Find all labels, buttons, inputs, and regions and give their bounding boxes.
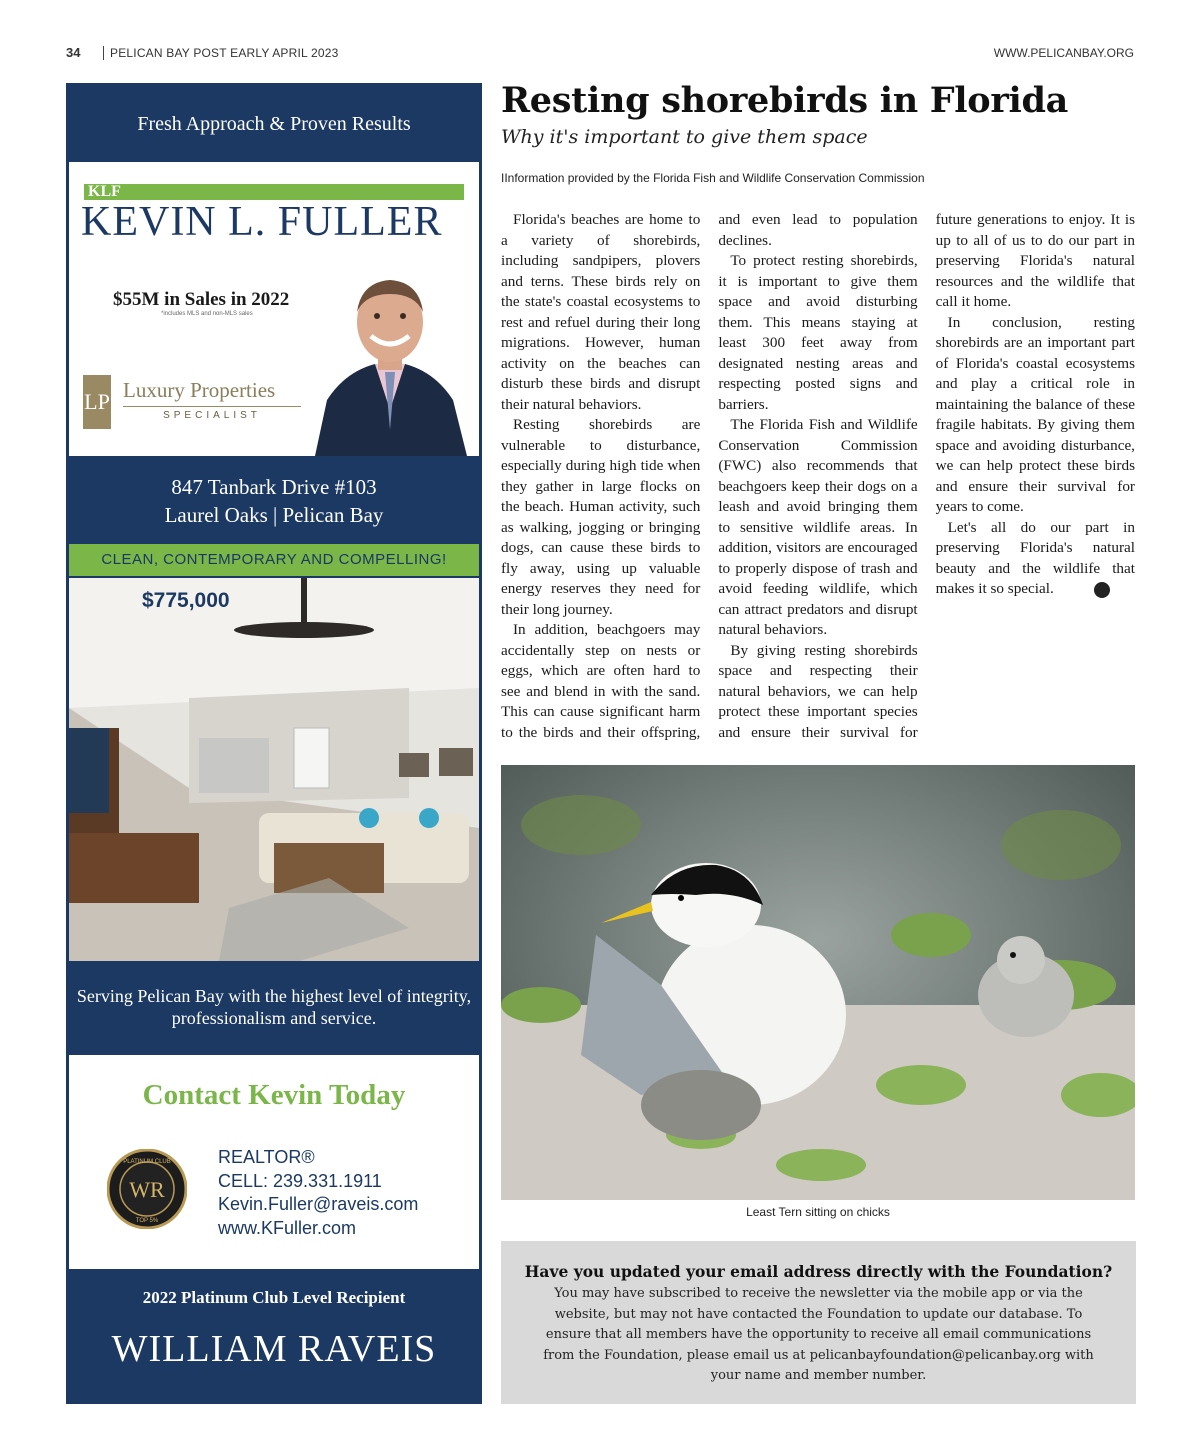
badge-monogram: WR (129, 1177, 165, 1202)
address-line-1: 847 Tanbark Drive #103 (171, 475, 377, 499)
photo-caption: Least Tern sitting on chicks (746, 1205, 890, 1219)
publication-line: PELICAN BAY POST EARLY APRIL 2023 (110, 46, 339, 60)
article-title: Resting shorebirds in Florida (501, 80, 1069, 121)
sales-footnote: *includes MLS and non-MLS sales (161, 311, 253, 317)
ad-tagline: Fresh Approach & Proven Results (137, 113, 411, 135)
badge-bottom-label: TOP 5% (135, 1218, 159, 1224)
brokerage-logo: WILLIAM RAVEIS (111, 1328, 437, 1370)
article-paragraph: In addition, beachgoers may accidentally step on nests or eggs, which are often hard to see and blend in with the sand. This can cause significant harm to the birds and their offspring, and even lead to population declines. (501, 211, 918, 741)
article-body (501, 210, 1135, 750)
platinum-club-badge-icon (107, 1149, 187, 1229)
specialty-rule (123, 406, 301, 407)
email-update-notice (501, 1241, 1136, 1404)
sales-figure: $55M in Sales in 2022 (113, 289, 290, 310)
award-line: 2022 Platinum Club Level Recipient (142, 1288, 406, 1307)
address-line-2: Laurel Oaks | Pelican Bay (164, 503, 384, 527)
article-paragraph: Resting shorebirds are vulnerable to disturbance, especially during high tide when they gather in large flocks on the beach. Human activity, such as walking, jogging or bringing dogs, can cause these birds to fly away, using up valuable energy reserves they need for their long journey. (501, 416, 701, 618)
article-paragraph: To protect resting shorebirds, it is important to give them space and avoid disturbing them. This means staying at least 300 feet away from designated nesting areas and respecting posted signs and barriers. (718, 252, 918, 413)
article-credit: IInformation provided by the Florida Fish and Wildlife Conservation Commission (501, 171, 925, 185)
specialty-title: Luxury Properties (123, 378, 276, 402)
klf-logo: KLF (88, 183, 121, 200)
serving-statement: Serving Pelican Bay with the highest level of integrity, professionalism and service. (76, 986, 472, 1028)
least-tern-photo (501, 765, 1135, 1200)
contact-email[interactable]: Kevin.Fuller@raveis.com (218, 1194, 419, 1214)
article-paragraph-text: Let's all do our part in preserving Florida's natural beauty and the wildlife that makes it so special. (935, 518, 1135, 597)
badge-top-label: PLATINUM CLUB (123, 1159, 171, 1165)
listing-price: $775,000 (142, 589, 230, 612)
agent-portrait-image (305, 260, 475, 456)
contact-details (218, 1146, 418, 1240)
article-paragraph: In conclusion, resting shorebirds are an important part of Florida's coastal ecosystems and play a critical role in maintaining the balance of these fragile habitats. By giving them space and avoiding disturbance, we can help protect these birds and ensure their survival for years to come. (935, 313, 1135, 515)
contact-phone[interactable]: CELL: 239.331.1911 (218, 1170, 382, 1191)
contact-panel (69, 1055, 479, 1269)
listing-address (66, 473, 482, 529)
specialty-subtitle: SPECIALIST (163, 410, 261, 421)
end-mark-icon (1094, 582, 1110, 598)
article-paragraph: Florida's beaches are home to a variety of shorebirds, including sandpipers, plovers and terns. These birds rely on the state's coastal ecosystems to rest and refuel during their long migrations. However, human activity on the beaches can disturb these birds and disrupt their natural behaviors. (501, 211, 701, 413)
contact-title: Contact Kevin Today (142, 1079, 406, 1111)
header-divider (103, 46, 104, 60)
contact-role: REALTOR® (218, 1147, 315, 1167)
page-number: 34 (66, 45, 81, 60)
notice-title: Have you updated your email address directly with the Foundation? (524, 1262, 1113, 1281)
page-header (66, 44, 1134, 64)
agent-name: KEVIN L. FULLER (81, 199, 443, 245)
contact-website[interactable]: www.KFuller.com (218, 1217, 357, 1238)
article-paragraph: The Florida Fish and Wildlife Conservation Commission (FWC) also recommends that beachgoers keep their dogs on a leash and avoid bringing them to sensitive wildlife areas. In addition, visitors are encouraged to properly dispose of trash and avoid feeding wildlife, which can attract predators and disrupt natural behaviors. (718, 416, 918, 638)
agent-panel (69, 162, 479, 456)
listing-headline: CLEAN, CONTEMPORARY AND COMPELLING! (69, 544, 479, 576)
website-link[interactable]: WWW.PELICANBAY.ORG (993, 46, 1134, 60)
article-paragraph-final (936, 518, 1135, 600)
luxury-properties-logo: LP (83, 375, 111, 429)
notice-body: You may have subscribed to receive the newsletter via the mobile app or via the website, but may not have contacted the Foundation to update our database. To ensure that all members have the opportunity to receive all email communications from the Foundation, please email us at pelicanbayfoundation@pelicanbay.org with your name and member number. (543, 1286, 1094, 1383)
article-paragraph: By giving resting shorebirds space and respecting their natural behaviors, we can help protect these important species and ensure their survival for future generations to enjoy. It is up to all of us to do our part in preserving Florida's natural resources and the wildlife that call it home. (718, 211, 1135, 741)
realtor-advertisement (66, 83, 482, 1404)
article-subtitle: Why it's important to give them space (501, 126, 868, 148)
listing-interior-photo (69, 578, 479, 961)
